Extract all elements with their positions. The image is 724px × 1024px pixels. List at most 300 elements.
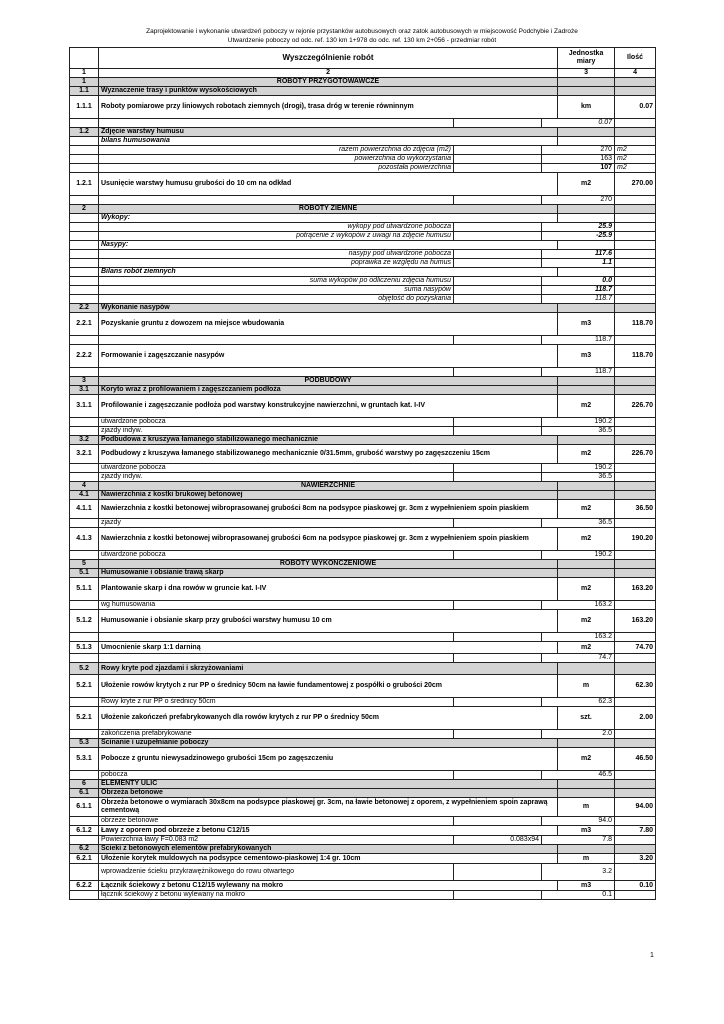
calc-value: 117.6: [542, 250, 615, 259]
calc-row: [70, 698, 656, 707]
calc-value: 190.2: [542, 551, 615, 560]
empty-cell: [615, 214, 656, 223]
calc-row: [70, 223, 656, 232]
calc-multiplier: [454, 891, 542, 900]
calc-description: poprawka ze względu na humus: [99, 259, 454, 268]
calc-description: utwardzone pobocza: [99, 551, 454, 560]
calc-multiplier: [454, 119, 542, 128]
section-title: ROBOTY WYKOŃCZENIOWE: [99, 560, 558, 569]
column-number-row: [70, 69, 656, 78]
item-quantity: 0.10: [615, 881, 656, 891]
calc-description: zjazdy indyw.: [99, 473, 454, 482]
item-row: [70, 881, 656, 891]
empty-cell: [70, 223, 99, 232]
item-description: Nawierzchnia z kostki betonowej wibroprasowanej grubości 8cm na podsypce piaskowej gr. 3cm z wypełnieniem spoin piaskiem: [99, 500, 558, 519]
calc-multiplier: [454, 427, 542, 436]
calc-row: [70, 891, 656, 900]
calc-value: 0.0: [542, 277, 615, 286]
item-number: 5.1.1: [70, 578, 99, 601]
item-row: [70, 707, 656, 730]
group-title: ELEMENTY ULIC: [99, 780, 558, 789]
item-number: 5.1.3: [70, 642, 99, 654]
empty-cell: [70, 232, 99, 241]
item-unit: m: [558, 675, 615, 698]
calc-row: [70, 196, 656, 205]
empty-cell: [615, 663, 656, 675]
calc-unit: [615, 196, 656, 205]
empty-cell: [558, 377, 615, 386]
calc-multiplier: [454, 730, 542, 739]
empty-cell: [558, 128, 615, 137]
calc-multiplier: [454, 336, 542, 345]
empty-cell: [70, 155, 99, 164]
page-number: 1: [650, 952, 654, 959]
item-quantity: 74.70: [615, 642, 656, 654]
empty-cell: [70, 164, 99, 173]
calc-row: [70, 277, 656, 286]
calc-multiplier: [454, 259, 542, 268]
calc-unit: [615, 295, 656, 304]
empty-cell: [70, 601, 99, 610]
calc-row: [70, 368, 656, 377]
empty-cell: [558, 304, 615, 313]
item-number: 5.3.1: [70, 748, 99, 771]
item-description: Formowanie i zagęszczanie nasypów: [99, 345, 558, 368]
calc-value: 74.7: [542, 654, 615, 663]
item-quantity: 190.20: [615, 528, 656, 551]
item-number: 5.2.1: [70, 675, 99, 698]
calc-unit: [615, 250, 656, 259]
calc-row: [70, 730, 656, 739]
empty-cell: [70, 427, 99, 436]
item-number: 4.1.1: [70, 500, 99, 519]
group-title: Obrzeża betonowe: [99, 789, 558, 798]
calc-description: utwardzone pobocza: [99, 418, 454, 427]
group-row: [70, 304, 656, 313]
empty-cell: [558, 789, 615, 798]
empty-cell: [615, 789, 656, 798]
item-unit: m: [558, 798, 615, 817]
empty-cell: [70, 551, 99, 560]
empty-cell: [615, 482, 656, 491]
calc-unit: [615, 286, 656, 295]
calc-description: nasypy pod utwardzone pobocza: [99, 250, 454, 259]
group-number: 6.2: [70, 845, 99, 854]
item-description: Profilowanie i zagęszczanie podłoża pod warstwy konstrukcyjne nawierzchni, w gruntach kat. I-IV: [99, 395, 558, 418]
section-title: ROBOTY ZIEMNE: [99, 205, 558, 214]
calc-value: 190.2: [542, 418, 615, 427]
group-row: [70, 845, 656, 854]
table-body: [70, 78, 656, 900]
calc-unit: [615, 551, 656, 560]
empty-cell: [70, 633, 99, 642]
empty-cell: [70, 368, 99, 377]
calc-row: [70, 336, 656, 345]
item-quantity: 163.20: [615, 610, 656, 633]
calc-row: [70, 155, 656, 164]
empty-cell: [70, 864, 99, 881]
calc-multiplier: [454, 277, 542, 286]
item-description: Ułożenie zakończeń prefabrykowanych dla rowów krytych z rur PP o średnicy 50cm: [99, 707, 558, 730]
empty-cell: [615, 205, 656, 214]
item-unit: m3: [558, 313, 615, 336]
group-number: 5.1: [70, 569, 99, 578]
empty-cell: [70, 519, 99, 528]
calc-multiplier: [454, 368, 542, 377]
calc-row: [70, 633, 656, 642]
calc-description: objętość do pozyskania: [99, 295, 454, 304]
calc-description: potrącenie z wykopów z uwagi na zdjęcie humusu: [99, 232, 454, 241]
empty-cell: [70, 418, 99, 427]
group-title: Podbudowa z kruszywa łamanego stabilizowanego mechanicznie: [99, 436, 558, 445]
item-number: 2.2.2: [70, 345, 99, 368]
group-row: [70, 128, 656, 137]
group-number: 2.2: [70, 304, 99, 313]
calc-multiplier: [454, 771, 542, 780]
item-description: Nawierzchnia z kostki betonowej wibroprasowanej grubości 6cm na podsypce piaskowej gr. 3cm z wypełnieniem spoin piaskiem: [99, 528, 558, 551]
item-description: Ułożenie rowów krytych z rur PP o średnicy 50cm na ławie fundamentowej z pospółki o grubości 20cm: [99, 675, 558, 698]
calc-multiplier: [454, 817, 542, 826]
item-row: [70, 528, 656, 551]
empty-cell: [615, 386, 656, 395]
section-title: ROBOTY PRZYGOTOWAWCZE: [99, 78, 558, 87]
item-number: 2.2.1: [70, 313, 99, 336]
calc-row: [70, 119, 656, 128]
calc-multiplier: [454, 601, 542, 610]
calc-value: 107: [542, 164, 615, 173]
calc-description: suma nasypów: [99, 286, 454, 295]
calc-row: [70, 286, 656, 295]
column-number: 2: [99, 69, 558, 78]
empty-cell: [558, 560, 615, 569]
empty-cell: [558, 87, 615, 96]
calc-unit: [615, 277, 656, 286]
section-number: 2: [70, 205, 99, 214]
item-quantity: 2.00: [615, 707, 656, 730]
empty-cell: [70, 730, 99, 739]
calc-unit: [615, 817, 656, 826]
group-number: 4.1: [70, 491, 99, 500]
group-number: 3.2: [70, 436, 99, 445]
empty-cell: [558, 214, 615, 223]
section-row: [70, 78, 656, 87]
calc-description: powierzchnia do wykorzystania: [99, 155, 454, 164]
item-description: Humusowanie i obsianie skarp przy grubości warstwy humusu 10 cm: [99, 610, 558, 633]
item-number: 3.2.1: [70, 445, 99, 464]
column-header-qty: Ilość: [615, 48, 656, 69]
group-row: [70, 436, 656, 445]
section-title: NAWIERZCHNIE: [99, 482, 558, 491]
item-number: 1.1.1: [70, 96, 99, 119]
section-title: PODBUDOWY: [99, 377, 558, 386]
group-row: [70, 663, 656, 675]
calc-value: 2.0: [542, 730, 615, 739]
calc-multiplier: [454, 155, 542, 164]
calc-description: utwardzone pobocza: [99, 464, 454, 473]
calc-unit: m2: [615, 146, 656, 155]
group-row: [70, 491, 656, 500]
section-number: 5: [70, 560, 99, 569]
item-quantity: 226.70: [615, 395, 656, 418]
calc-row: [70, 250, 656, 259]
item-row: [70, 96, 656, 119]
group-title: Rowy kryte pod zjazdami i skrzyżowaniami: [99, 663, 558, 675]
empty-cell: [558, 663, 615, 675]
calc-row: [70, 654, 656, 663]
item-unit: m2: [558, 445, 615, 464]
empty-cell: [70, 891, 99, 900]
calc-value: 0.1: [542, 891, 615, 900]
calc-description: [99, 196, 454, 205]
calc-value: 270: [542, 146, 615, 155]
calc-row: [70, 551, 656, 560]
item-unit: km: [558, 96, 615, 119]
calc-unit: [615, 654, 656, 663]
empty-cell: [558, 78, 615, 87]
column-number: 3: [558, 69, 615, 78]
calc-multiplier: [454, 196, 542, 205]
calc-value: 270: [542, 196, 615, 205]
calc-value: 36.5: [542, 473, 615, 482]
item-unit: m2: [558, 610, 615, 633]
empty-cell: [558, 241, 615, 250]
calc-row: [70, 232, 656, 241]
calc-unit: [615, 633, 656, 642]
section-number: 4: [70, 482, 99, 491]
empty-cell: [615, 87, 656, 96]
group-number: 1.1: [70, 87, 99, 96]
item-unit: m2: [558, 395, 615, 418]
empty-cell: [615, 739, 656, 748]
note-label: Bilans robót ziemnych: [99, 268, 558, 277]
empty-cell: [615, 137, 656, 146]
item-description: Usunięcie warstwy humusu grubości do 10 cm na odkład: [99, 173, 558, 196]
item-quantity: 118.70: [615, 345, 656, 368]
item-description: Pozyskanie gruntu z dowozem na miejsce wbudowania: [99, 313, 558, 336]
item-unit: m3: [558, 881, 615, 891]
item-row: [70, 345, 656, 368]
calc-unit: [615, 418, 656, 427]
item-row: [70, 610, 656, 633]
item-description: Pobocze z gruntu niewysadzinowego grubości 15cm po zagęszczeniu: [99, 748, 558, 771]
calc-row: [70, 146, 656, 155]
calc-value: 163.2: [542, 633, 615, 642]
calc-description: [99, 336, 454, 345]
section-row: [70, 377, 656, 386]
item-quantity: 0.07: [615, 96, 656, 119]
item-row: [70, 500, 656, 519]
section-number: 3: [70, 377, 99, 386]
empty-cell: [70, 286, 99, 295]
calc-unit: m2: [615, 164, 656, 173]
calc-row: [70, 464, 656, 473]
item-description: Podbudowy z kruszywa łamanego stabilizowanego mechanicznie 0/31.5mm, grubość warstwy po zagęszczeniu 15cm: [99, 445, 558, 464]
item-description: Plantowanie skarp i dna rowów w gruncie kat. I-IV: [99, 578, 558, 601]
empty-cell: [558, 845, 615, 854]
calc-unit: [615, 836, 656, 845]
calc-value: 25.9: [542, 223, 615, 232]
calc-description: pozostała powierzchnia: [99, 164, 454, 173]
item-unit: m2: [558, 500, 615, 519]
empty-cell: [615, 304, 656, 313]
empty-cell: [558, 205, 615, 214]
note-row: [70, 241, 656, 250]
item-row: [70, 642, 656, 654]
calc-unit: [615, 368, 656, 377]
header-line-1: Zaprojektowanie i wykonanie utwardzeń poboczy w rejonie przystanków autobusowych oraz zatok autobusowych w miejscowość Podchybie i Zadroże: [146, 28, 578, 35]
item-unit: m2: [558, 173, 615, 196]
calc-multiplier: [454, 286, 542, 295]
calc-multiplier: [454, 473, 542, 482]
calc-unit: [615, 473, 656, 482]
calc-row: [70, 164, 656, 173]
item-unit: szt.: [558, 707, 615, 730]
empty-cell: [70, 241, 99, 250]
item-number: 6.2.1: [70, 854, 99, 864]
note-label: Nasypy:: [99, 241, 558, 250]
calc-multiplier: [454, 164, 542, 173]
empty-cell: [558, 491, 615, 500]
calc-unit: [615, 427, 656, 436]
calc-value: 0.07: [542, 119, 615, 128]
item-row: [70, 313, 656, 336]
empty-cell: [615, 78, 656, 87]
calc-multiplier: [454, 654, 542, 663]
section-number: 1: [70, 78, 99, 87]
item-row: [70, 395, 656, 418]
header-line-2: Utwardzenie poboczy od odc. ref. 130 km 1+978 do odc. ref. 130 km 2+056 - przedmiar robót: [227, 37, 497, 44]
calc-unit: [615, 223, 656, 232]
item-row: [70, 173, 656, 196]
item-number: 1.2.1: [70, 173, 99, 196]
calc-description: zjazdy: [99, 519, 454, 528]
empty-cell: [615, 377, 656, 386]
empty-cell: [558, 780, 615, 789]
item-description: Umocnienie skarp 1:1 darniną: [99, 642, 558, 654]
empty-cell: [615, 436, 656, 445]
calc-unit: [615, 119, 656, 128]
table-header-row: [70, 48, 656, 69]
calc-row: [70, 259, 656, 268]
calc-row: [70, 771, 656, 780]
calc-value: 190.2: [542, 464, 615, 473]
item-number: 5.1.2: [70, 610, 99, 633]
item-unit: m: [558, 854, 615, 864]
calc-value: 163: [542, 155, 615, 164]
group-row: [70, 386, 656, 395]
section-row: [70, 482, 656, 491]
calc-multiplier: [454, 232, 542, 241]
item-unit: m2: [558, 578, 615, 601]
calc-value: 118.7: [542, 286, 615, 295]
group-title: Nawierzchnia z kostki brukowej betonowej: [99, 491, 558, 500]
calc-unit: [615, 519, 656, 528]
item-quantity: 62.30: [615, 675, 656, 698]
empty-cell: [558, 436, 615, 445]
empty-cell: [70, 336, 99, 345]
calc-value: 1.1: [542, 259, 615, 268]
document-header: [0, 27, 724, 45]
calc-multiplier: [454, 519, 542, 528]
group-title: Ścinanie i uzupełnianie poboczy: [99, 739, 558, 748]
item-number: 3.1.1: [70, 395, 99, 418]
item-quantity: 94.00: [615, 798, 656, 817]
calc-description: zakończenia prefabrykowane: [99, 730, 454, 739]
calc-unit: [615, 771, 656, 780]
item-number: 6.2.2: [70, 881, 99, 891]
calc-row: [70, 836, 656, 845]
calc-description: pobocza: [99, 771, 454, 780]
note-row: [70, 214, 656, 223]
calc-description: razem powierzchnia do zdjęcia (m2): [99, 146, 454, 155]
calc-description: obrzeże betonowe: [99, 817, 454, 826]
item-number: 4.1.3: [70, 528, 99, 551]
empty-cell: [70, 464, 99, 473]
calc-description: Powierzchnia ławy F=0.083 m2: [99, 836, 454, 845]
group-row: [70, 789, 656, 798]
group-row: [70, 87, 656, 96]
calc-row: [70, 601, 656, 610]
calc-description: wykopy pod utwardzone pobocza: [99, 223, 454, 232]
calc-unit: [615, 601, 656, 610]
calc-description: [99, 633, 454, 642]
calc-unit: [615, 464, 656, 473]
empty-cell: [615, 780, 656, 789]
group-row: [70, 739, 656, 748]
item-unit: m3: [558, 345, 615, 368]
empty-cell: [615, 268, 656, 277]
empty-cell: [70, 119, 99, 128]
empty-cell: [558, 739, 615, 748]
group-title: Zdjęcie warstwy humusu: [99, 128, 558, 137]
calc-multiplier: [454, 418, 542, 427]
calc-unit: [615, 730, 656, 739]
calc-description: wprowadzenie ścieku przykrawężnikowego do rowu otwartego: [99, 864, 454, 881]
empty-cell: [70, 295, 99, 304]
calc-value: 3.2: [542, 864, 615, 881]
calc-unit: [615, 232, 656, 241]
calc-multiplier: [454, 551, 542, 560]
note-row: [70, 268, 656, 277]
empty-cell: [70, 817, 99, 826]
empty-cell: [70, 654, 99, 663]
column-header-work: Wyszczególnienie robót: [99, 48, 558, 69]
item-quantity: 270.00: [615, 173, 656, 196]
calc-multiplier: [454, 464, 542, 473]
empty-cell: [70, 250, 99, 259]
empty-cell: [70, 836, 99, 845]
calc-value: -25.9: [542, 232, 615, 241]
section-row: [70, 560, 656, 569]
empty-cell: [558, 386, 615, 395]
calc-unit: [615, 698, 656, 707]
item-row: [70, 748, 656, 771]
empty-cell: [70, 259, 99, 268]
item-description: Ławy z oporem pod obrzeże z betonu C12/15: [99, 826, 558, 836]
item-number: 6.1.2: [70, 826, 99, 836]
item-number: 6.1.1: [70, 798, 99, 817]
empty-cell: [558, 137, 615, 146]
calc-unit: [615, 891, 656, 900]
group-title: Humusowanie i obsianie trawą skarp: [99, 569, 558, 578]
calc-unit: m2: [615, 155, 656, 164]
note-label: bilans humusowania: [99, 137, 558, 146]
empty-cell: [70, 473, 99, 482]
calc-description: [99, 119, 454, 128]
item-unit: m3: [558, 826, 615, 836]
group-title: Wyznaczenie trasy i punktów wysokościowych: [99, 87, 558, 96]
item-row: [70, 854, 656, 864]
